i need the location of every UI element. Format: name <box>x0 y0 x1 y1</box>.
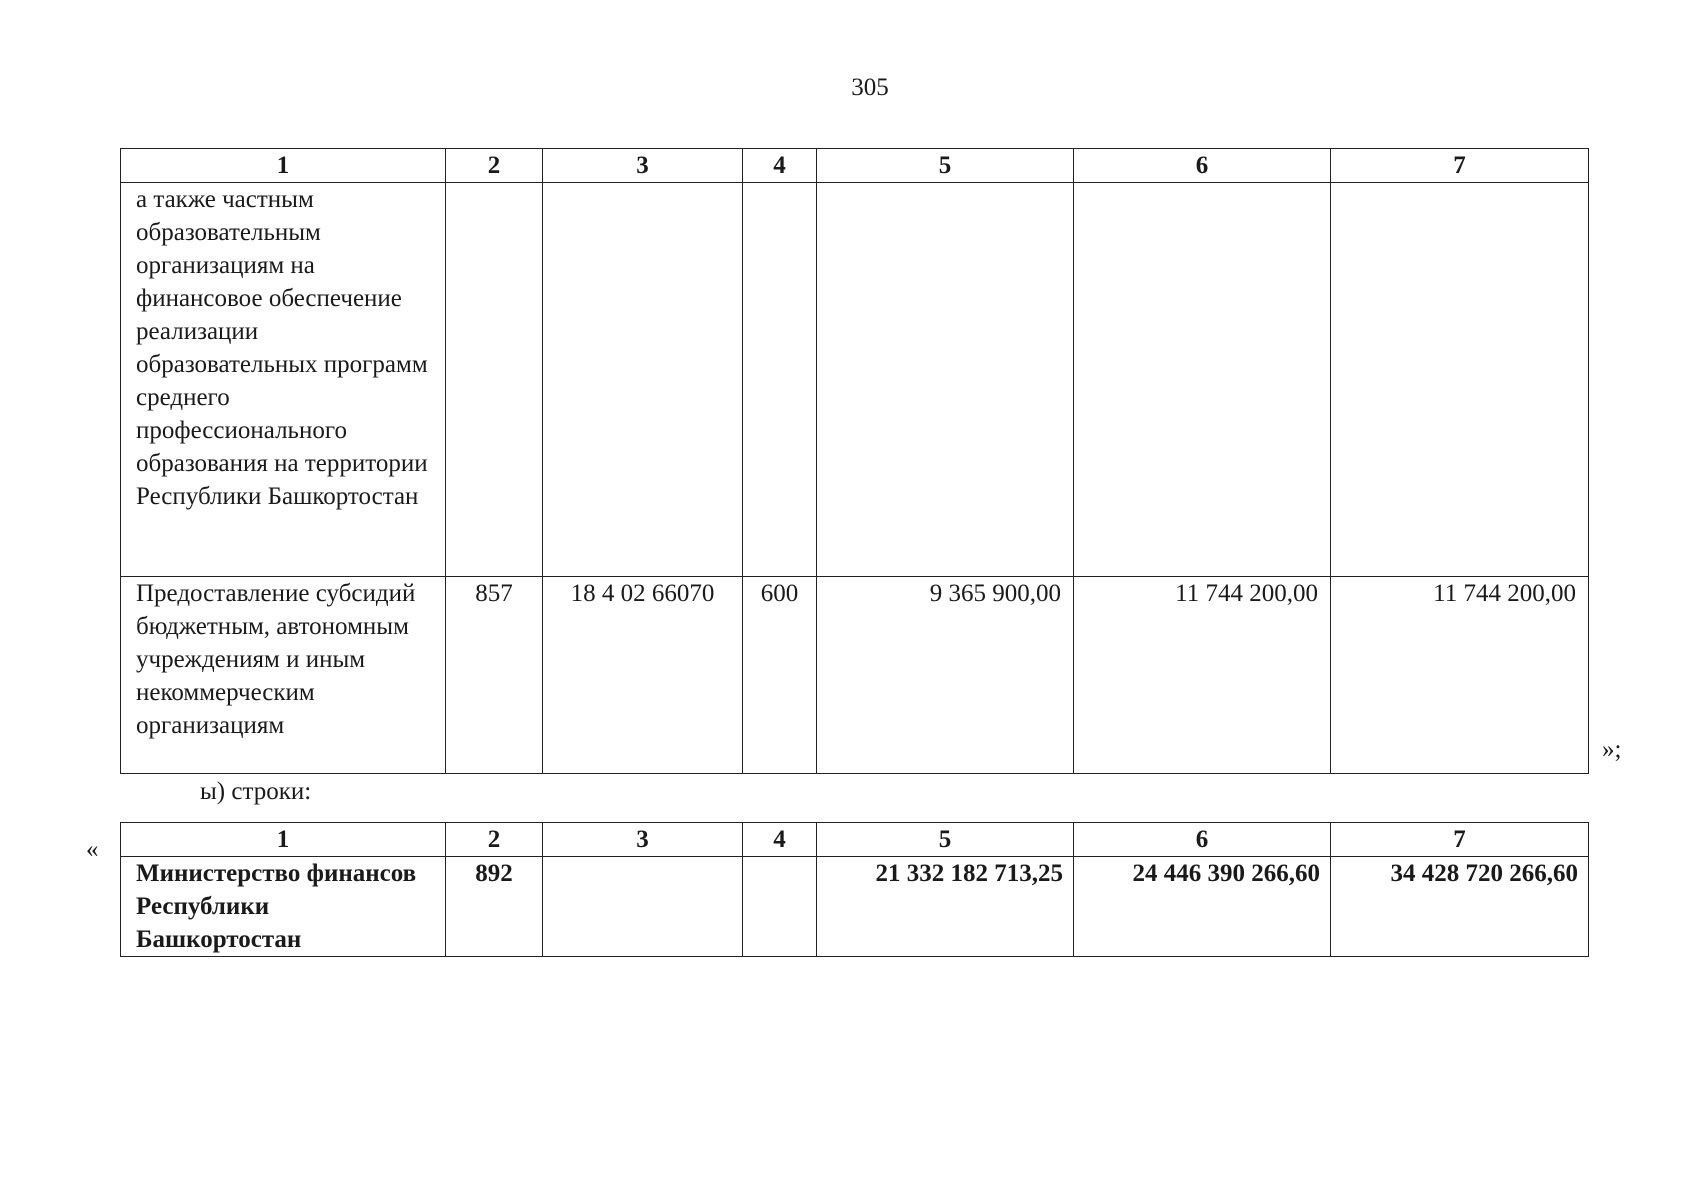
cell-target-article <box>543 183 743 577</box>
row-description: Предоставление субсидий бюджетным, автономным учреждениям и иным некоммерческим организациям <box>121 577 446 774</box>
cell-expense-type: 600 <box>743 577 817 774</box>
opening-quote: « <box>86 836 99 863</box>
header-cell: 6 <box>1074 149 1331 183</box>
budget-table-1 <box>120 148 1589 774</box>
cell-target-article <box>543 857 743 957</box>
cell-amount-5 <box>817 183 1074 577</box>
cell-expense-type <box>743 857 817 957</box>
header-cell: 4 <box>743 149 817 183</box>
table-row <box>121 183 1589 577</box>
table-header-row <box>121 149 1589 183</box>
budget-table-2 <box>120 822 1589 957</box>
closing-quote: »; <box>1602 736 1622 763</box>
cell-target-article: 18 4 02 66070 <box>543 577 743 774</box>
header-cell: 5 <box>817 823 1074 857</box>
table-row <box>121 577 1589 774</box>
header-cell: 2 <box>446 149 543 183</box>
cell-amount-7 <box>1331 183 1589 577</box>
cell-ministry-code <box>446 183 543 577</box>
page-number: 305 <box>851 74 889 101</box>
header-cell: 5 <box>817 149 1074 183</box>
section-label: ы) строки: <box>200 778 312 805</box>
cell-amount-5: 9 365 900,00 <box>817 577 1074 774</box>
header-cell: 6 <box>1074 823 1331 857</box>
cell-amount-5: 21 332 182 713,25 <box>817 857 1074 957</box>
cell-ministry-code: 892 <box>446 857 543 957</box>
cell-amount-6: 24 446 390 266,60 <box>1074 857 1331 957</box>
cell-expense-type <box>743 183 817 577</box>
cell-ministry-code: 857 <box>446 577 543 774</box>
cell-amount-6 <box>1074 183 1331 577</box>
cell-amount-7: 34 428 720 266,60 <box>1331 857 1589 957</box>
table-row <box>121 857 1589 957</box>
header-cell: 3 <box>543 149 743 183</box>
header-cell: 7 <box>1331 149 1589 183</box>
header-cell: 4 <box>743 823 817 857</box>
cell-amount-7: 11 744 200,00 <box>1331 577 1589 774</box>
row-description: а также частным образовательным организациям на финансовое обеспечение реализации образовательных программ среднего профессионального образования на территории Республики Башкортостан <box>121 183 446 577</box>
header-cell: 1 <box>121 149 446 183</box>
row-description: Министерство финансов Республики Башкортостан <box>121 857 446 957</box>
header-cell: 3 <box>543 823 743 857</box>
header-cell: 1 <box>121 823 446 857</box>
cell-amount-6: 11 744 200,00 <box>1074 577 1331 774</box>
header-cell: 7 <box>1331 823 1589 857</box>
table-header-row <box>121 823 1589 857</box>
header-cell: 2 <box>446 823 543 857</box>
